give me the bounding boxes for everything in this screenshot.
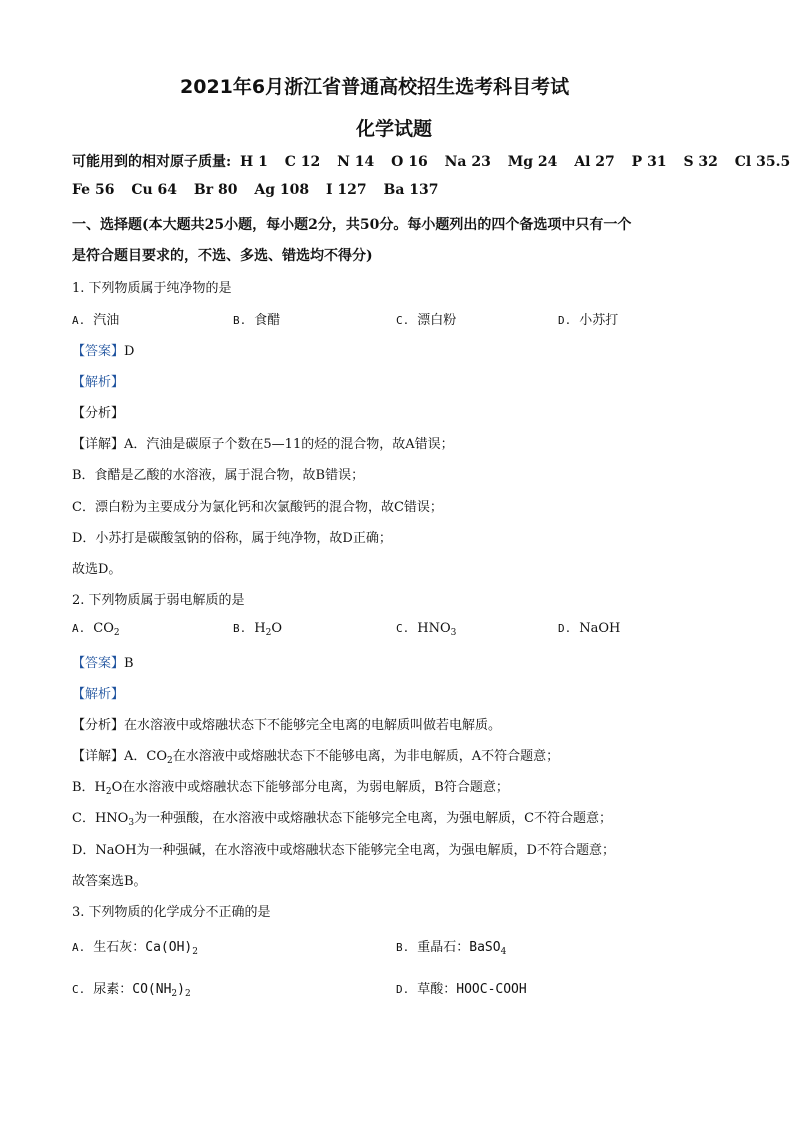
atomic-mass-item: I 127 (325, 182, 367, 198)
atomic-mass-item: H 1 (240, 154, 268, 170)
detail-text: O在水溶液中或熔融状态下能够部分电离，为弱电解质，B符合题意； (111, 780, 509, 795)
section-heading-line-2: 是符合题目要求的，不选、多选、错选均不得分) (72, 248, 373, 264)
exam-title: 2021年6月浙江省普通高校招生选考科目考试 (180, 76, 570, 98)
option-letter: D. (558, 314, 572, 327)
formula-text: O (271, 621, 282, 636)
option-label: 草酸： (417, 982, 457, 997)
q3-option-d (396, 978, 527, 997)
question-1-stem: 1. 下列物质属于纯净物的是 (72, 281, 232, 296)
atomic-masses-line-1 (72, 151, 794, 171)
option-text: 汽油 (93, 313, 120, 328)
formula-subscript: 3 (128, 818, 135, 828)
atomic-mass-item: Cu 64 (131, 182, 177, 198)
option-label: 生石灰： (93, 940, 146, 955)
formula-text: CO(NH (132, 982, 172, 997)
atomic-mass-item: S 32 (683, 154, 718, 170)
answer-value: B (124, 656, 134, 671)
q1-fenxi-tag: 【分析】 (72, 406, 125, 421)
q2-fenxi-line (72, 714, 501, 733)
atomic-mass-item: P 31 (631, 154, 667, 170)
q2-conclusion: 故答案选B。 (72, 874, 147, 889)
formula-text: CO (93, 621, 114, 636)
formula-text: BaSO (469, 940, 501, 955)
atomic-mass-item: C 12 (284, 154, 321, 170)
option-letter: A. (72, 314, 86, 327)
formula-text: ) (177, 982, 185, 997)
answer-tag: 【答案】 (72, 344, 125, 359)
formula-subscript: 2 (113, 628, 120, 638)
option-text: 小苏打 (579, 313, 619, 328)
formula-subscript: 2 (184, 989, 191, 999)
option-label: 尿素： (93, 982, 133, 997)
q1-conclusion: 故选D。 (72, 562, 122, 577)
atomic-mass-item: N 14 (337, 154, 375, 170)
detail-text: C．HNO (72, 811, 129, 826)
q1-detail-line (72, 433, 454, 452)
detail-text: A．汽油是碳原子个数在5—11的烃的混合物，故A错误； (124, 437, 454, 452)
question-2-stem: 2. 下列物质属于弱电解质的是 (72, 593, 245, 608)
formula-subscript: 2 (171, 989, 178, 999)
question-3-stem: 3. 下列物质的化学成分不正确的是 (72, 905, 271, 920)
atomic-mass-item: Cl 35.5 (734, 154, 791, 170)
option-letter: A. (72, 622, 86, 635)
q2-detail-line (72, 745, 559, 764)
atomic-mass-item: O 16 (391, 154, 428, 170)
formula-text: NaOH (579, 621, 621, 636)
q3-option-c (72, 978, 191, 997)
formula-subscript: 2 (167, 756, 173, 766)
fenxi-tag: 【分析】 (72, 718, 125, 733)
detail-text: 为一种强酸，在水溶液中或熔融状态下能够完全电离，为强电解质，C不符合题意； (134, 811, 613, 826)
q1-detail-line: C．漂白粉为主要成分为氯化钙和次氯酸钙的混合物，故C错误； (72, 500, 443, 515)
q1-option-d (558, 309, 618, 328)
atomic-mass-item: Mg 24 (507, 154, 558, 170)
option-letter: C. (72, 983, 86, 996)
q2-answer (72, 652, 134, 671)
detail-text: 在水溶液中或熔融状态下不能够电离，为非电解质，A不符合题意； (172, 749, 560, 764)
option-letter: C. (396, 314, 410, 327)
formula-text: Ca(OH) (145, 940, 193, 955)
option-text: 食醋 (254, 313, 281, 328)
option-text: 漂白粉 (417, 313, 457, 328)
formula-subscript: 2 (192, 947, 198, 957)
option-letter: D. (558, 622, 572, 635)
option-letter: B. (233, 314, 247, 327)
atomic-masses-line-2 (72, 182, 451, 198)
formula-subscript: 2 (105, 787, 112, 797)
q2-option-b (233, 621, 282, 636)
q1-option-c (396, 309, 456, 328)
q2-detail-line (72, 776, 509, 795)
q2-option-c (396, 621, 456, 636)
q1-option-b (233, 309, 280, 328)
atomic-mass-item: Fe 56 (72, 182, 115, 198)
formula-subscript: 4 (500, 947, 507, 957)
detail-tag: 【详解】 (72, 437, 125, 452)
q3-option-a (72, 936, 198, 955)
q2-detail-line: D．NaOH为一种强碱，在水溶液中或熔融状态下能够完全电离，为强电解质，D不符合题意； (72, 843, 615, 858)
section-heading-line-1: 一、选择题(本大题共25小题，每小题2分，共50分。每小题列出的四个备选项中只有一个 (72, 217, 632, 233)
detail-tag: 【详解】 (72, 749, 125, 764)
detail-text: B．H (72, 780, 106, 795)
q3-option-b (396, 936, 506, 955)
fenxi-text: 在水溶液中或熔融状态下不能够完全电离的电解质叫做若电解质。 (124, 718, 502, 733)
q2-detail-line (72, 807, 612, 826)
formula-text: HNO (417, 621, 451, 636)
detail-text: A．CO (124, 749, 168, 764)
atomic-mass-item: Al 27 (574, 154, 615, 170)
option-letter: C. (396, 622, 410, 635)
answer-tag: 【答案】 (72, 656, 125, 671)
q1-analysis-tag: 【解析】 (72, 375, 125, 390)
q1-option-a (72, 309, 119, 328)
option-letter: A. (72, 941, 86, 954)
q2-option-d (558, 621, 620, 636)
atomic-masses-label: 可能用到的相对原子质量: (72, 154, 232, 170)
q1-detail-line: D．小苏打是碳酸氢钠的俗称，属于纯净物，故D正确； (72, 531, 392, 546)
formula-text: H (254, 621, 266, 636)
formula-subscript: 2 (265, 628, 272, 638)
formula-subscript: 3 (450, 628, 457, 638)
atomic-mass-item: Na 23 (444, 154, 491, 170)
q1-answer (72, 340, 134, 359)
option-letter: B. (233, 622, 247, 635)
atomic-mass-item: Ag 108 (254, 182, 310, 198)
formula-text: HOOC-COOH (456, 982, 527, 997)
subject-title: 化学试题 (356, 118, 433, 140)
q1-detail-line: B．食醋是乙酸的水溶液，属于混合物，故B错误； (72, 468, 365, 483)
q2-analysis-tag: 【解析】 (72, 687, 125, 702)
atomic-mass-item: Br 80 (193, 182, 238, 198)
option-letter: D. (396, 983, 410, 996)
option-letter: B. (396, 941, 410, 954)
atomic-mass-item: Ba 137 (383, 182, 439, 198)
option-label: 重晶石： (417, 940, 470, 955)
q2-option-a (72, 621, 120, 636)
answer-value: D (124, 344, 135, 359)
